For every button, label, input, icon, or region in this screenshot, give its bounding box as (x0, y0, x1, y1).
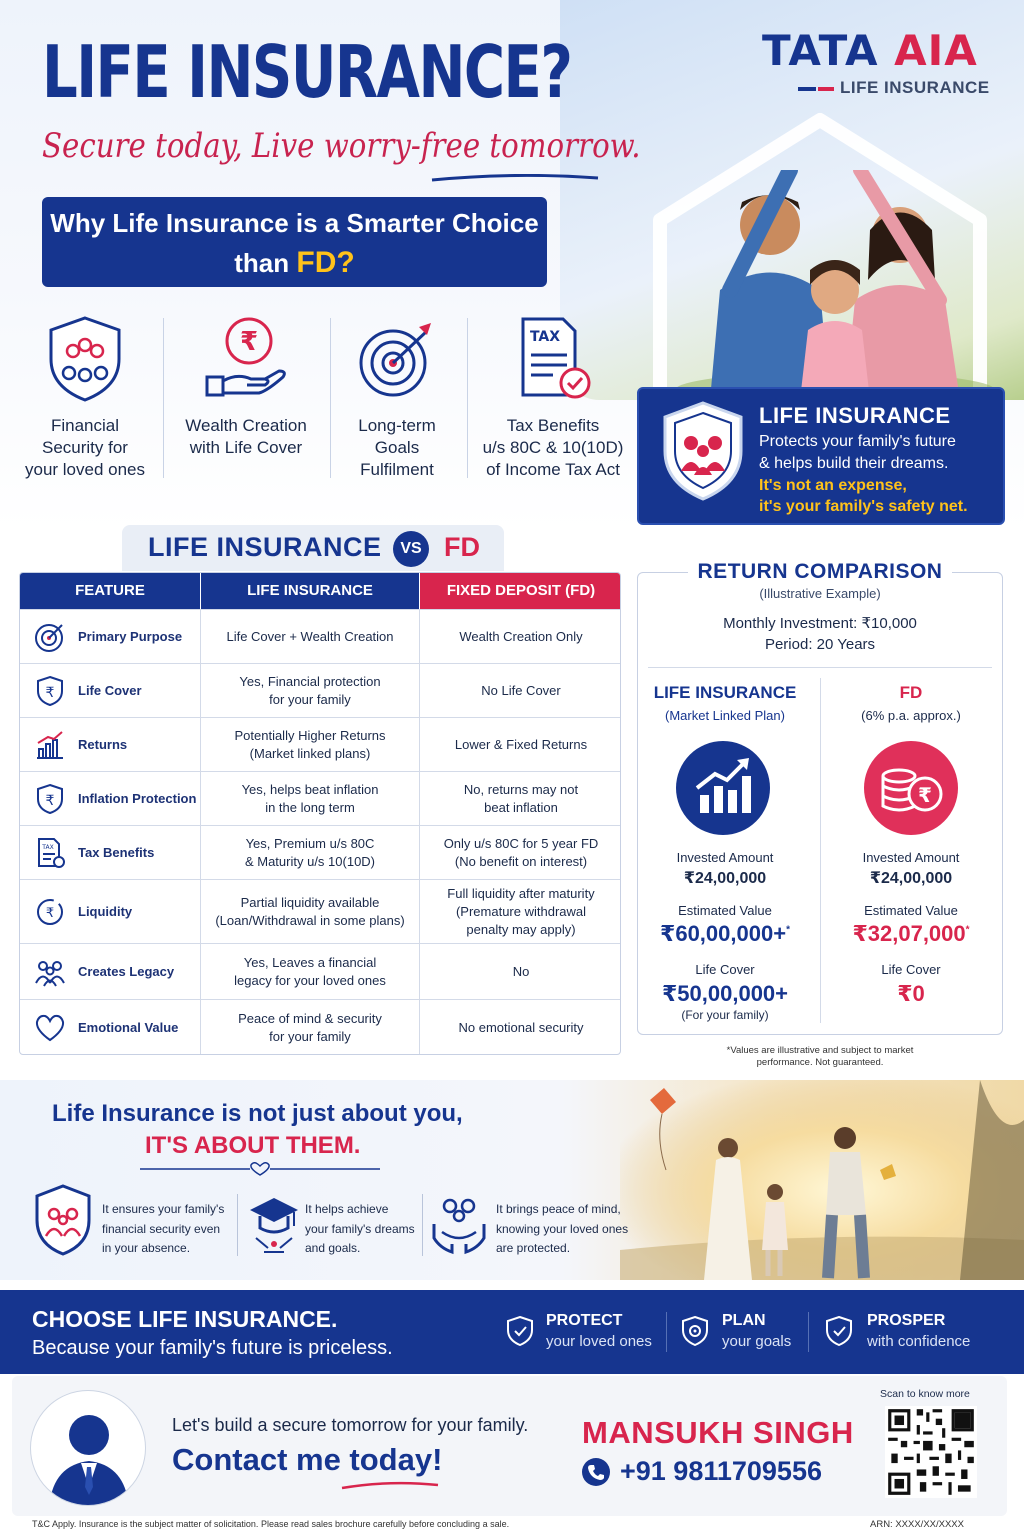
why-line2: than FD? (234, 246, 355, 279)
row-li-value: Potentially Higher Returns (Market linked plans) (200, 718, 419, 771)
why-fd: FD? (296, 246, 355, 279)
th-fixed-deposit: FIXED DEPOSIT (FD) (419, 573, 621, 609)
row-fd-value: No, returns may not beat inflation (419, 772, 621, 825)
comparison-heading-fd: FD (444, 532, 480, 562)
row-feature: Tax Benefits (78, 844, 155, 860)
row-feature: Emotional Value (78, 1020, 179, 1035)
row-fd-value: Full liquidity after maturity (Premature withdrawal penalty may apply) (419, 880, 621, 943)
row-feature: Inflation Protection (78, 790, 197, 806)
divider (163, 318, 164, 478)
about-item-2: It helps achieve your family's dreams and goals. (305, 1202, 415, 1255)
footer-disclaimer: T&C Apply. Insurance is the subject matter of solicitation. Please read sales brochure carefully before concluding a sale. (32, 1519, 510, 1529)
li-invested-label: Invested Amount (676, 850, 774, 865)
about-heading-1: Life Insurance is not just about you, (52, 1100, 463, 1127)
family-photo (670, 170, 1000, 400)
shield-check-icon (507, 1316, 533, 1346)
heart-divider-icon (140, 1162, 380, 1176)
th-life-insurance: LIFE INSURANCE (200, 573, 419, 609)
benefit-line1: Tax Benefits (506, 416, 600, 435)
coins-rupee-icon (863, 740, 959, 836)
table-row (20, 663, 621, 717)
benefit-line3: your loved ones (24, 460, 146, 479)
table-row (20, 717, 621, 771)
row-li-value: Yes, Leaves a financial legacy for your loved ones (200, 944, 419, 999)
shield-check-icon (826, 1316, 852, 1346)
row-fd-value: No emotional security (419, 1000, 621, 1055)
tagline-underline (430, 174, 600, 182)
li-invested-value: ₹24,00,000 (683, 870, 767, 887)
row-feature: Life Cover (78, 682, 142, 698)
choose-banner (0, 1290, 1024, 1374)
benefit-financial-security (10, 315, 160, 481)
about-item-3: It brings peace of mind, knowing your loved ones are protected. (496, 1202, 629, 1255)
li-estimated-label: Estimated Value (678, 903, 772, 918)
table-row (20, 825, 621, 879)
graduation-cap-icon (248, 1192, 300, 1256)
about-item-1: It ensures your family's financial security even in your absence. (102, 1202, 225, 1255)
row-li-value: Yes, Financial protection for your family (200, 664, 419, 717)
footer-arn: ARN: XXXX/XX/XXXX (870, 1519, 964, 1530)
benefit-line3: Fulfilment (360, 460, 434, 479)
contact-cta: Contact me today! (172, 1442, 443, 1477)
about-heading-2: IT'S ABOUT THEM. (145, 1132, 361, 1159)
row-li-value: Yes, helps beat inflation in the long term (200, 772, 419, 825)
choose-heading: CHOOSE LIFE INSURANCE. (32, 1306, 338, 1332)
row-fd-value: No (419, 944, 621, 999)
benefit-line1: Wealth Creation (185, 416, 307, 435)
rc-li-title: LIFE INSURANCE (653, 683, 797, 702)
brand-bar-red (818, 87, 834, 91)
benefit-line1: Financial (50, 416, 120, 435)
svg-text:TAX: TAX (529, 329, 561, 345)
return-comparison-title: RETURN COMPARISON (637, 560, 1003, 584)
comparison-vs-badge: VS (393, 531, 429, 567)
caring-hands-icon (430, 1194, 488, 1256)
li-cover-label: Life Cover (695, 962, 755, 977)
benefit-line1: Long-term (358, 416, 436, 435)
phone-icon (582, 1458, 610, 1486)
qr-code-icon[interactable] (885, 1406, 977, 1498)
row-feature: Primary Purpose (78, 628, 183, 644)
brand-subtitle: LIFE INSURANCE (840, 78, 990, 97)
family-shield-icon (47, 315, 123, 403)
pillar-prosper-title: PROSPER (867, 1312, 946, 1329)
comparison-table (19, 572, 621, 1055)
svg-text:₹: ₹ (45, 793, 55, 809)
brand-bar-blue (798, 87, 816, 91)
divider (808, 1312, 809, 1352)
svg-text:TAX: TAX (42, 844, 54, 851)
why-banner (42, 197, 547, 287)
tax-document-icon (513, 315, 593, 403)
li-card-line2: & helps build their dreams. (759, 455, 949, 472)
return-subtitle: (Illustrative Example) (759, 586, 881, 601)
life-insurance-card (637, 387, 1005, 525)
returns-disclaimer: *Values are illustrative and subject to market performance. Not guaranteed. (726, 1045, 914, 1068)
fd-cover-value: ₹0 (897, 981, 925, 1006)
divider (467, 318, 468, 478)
pillar-protect-sub: your loved ones (546, 1333, 652, 1350)
th-feature: FEATURE (20, 573, 200, 609)
li-card-line4: it's your family's safety net. (759, 498, 968, 515)
shield-target-icon (682, 1316, 708, 1346)
family-shield-icon (34, 1184, 92, 1256)
comparison-heading-li: LIFE INSURANCE (148, 532, 382, 562)
pillar-plan-title: PLAN (722, 1312, 766, 1329)
table-row (20, 999, 621, 1055)
monthly-investment: Monthly Investment: ₹10,000 (723, 615, 917, 632)
contact-section (12, 1376, 1007, 1516)
row-fd-value: No Life Cover (419, 664, 621, 717)
fd-estimated-value: ₹32,07,000* (852, 921, 970, 946)
li-card-line3: It's not an expense, (759, 477, 907, 494)
fd-invested-label: Invested Amount (862, 850, 960, 865)
svg-text:₹: ₹ (239, 327, 259, 357)
family-sunset-photo (620, 1080, 1024, 1280)
brand-tata: TATA (762, 26, 879, 75)
li-card-title: LIFE INSURANCE (759, 403, 951, 428)
scan-label: Scan to know more (880, 1388, 970, 1400)
benefit-tax (478, 315, 628, 481)
table-row (20, 609, 621, 663)
person-icon (31, 1391, 146, 1506)
svg-text:₹: ₹ (45, 685, 55, 701)
li-cover-note: (For your family) (681, 1008, 769, 1022)
benefit-line2: u/s 80C & 10(10D) (482, 438, 624, 457)
target-icon (357, 315, 437, 403)
benefit-line3: of Income Tax Act (486, 460, 620, 479)
choose-subheading: Because your family's future is priceless. (32, 1337, 393, 1359)
brand-aia: AIA (894, 26, 978, 75)
li-cover-value: ₹50,00,000+ (661, 981, 789, 1006)
row-fd-value: Only u/s 80C for 5 year FD (No benefit on interest) (419, 826, 621, 879)
investment-period: Period: 20 Years (764, 636, 876, 653)
benefit-line2: Security for (42, 438, 128, 457)
agent-phone[interactable]: +91 9811709556 (620, 1456, 822, 1486)
row-li-value: Partial liquidity available (Loan/Withdrawal in some plans) (200, 880, 419, 943)
benefit-line2: with Life Cover (189, 438, 303, 457)
fd-invested-value: ₹24,00,000 (869, 870, 953, 887)
row-li-value: Life Cover + Wealth Creation (200, 610, 419, 663)
li-card-line1: Protects your family's future (759, 433, 956, 450)
row-li-value: Peace of mind & security for your family (200, 1000, 419, 1055)
agent-name: MANSUKH SINGH (582, 1415, 854, 1450)
rc-li-subtitle: (Market Linked Plan) (665, 708, 785, 723)
rupee-hand-icon (203, 315, 289, 403)
benefit-wealth-creation (171, 315, 321, 459)
row-feature: Creates Legacy (78, 963, 175, 979)
li-estimated-value: ₹60,00,000+* (660, 921, 790, 946)
family-shield-icon (661, 399, 745, 503)
brand-logo (762, 26, 978, 75)
rc-fd-subtitle: (6% p.a. approx.) (861, 708, 961, 723)
benefit-long-term-goals (322, 315, 472, 481)
rc-fd-title: FD (899, 683, 923, 702)
row-li-value: Yes, Premium u/s 80C & Maturity u/s 10(10D) (200, 826, 419, 879)
cta-underline (340, 1480, 440, 1490)
svg-text:₹: ₹ (45, 906, 55, 921)
pillar-prosper-sub: with confidence (867, 1333, 971, 1350)
row-feature: Returns (78, 736, 128, 752)
divider (237, 1194, 238, 1256)
row-fd-value: Lower & Fixed Returns (419, 718, 621, 771)
divider (666, 1312, 667, 1352)
table-row (20, 771, 621, 825)
growth-chart-icon (675, 740, 771, 836)
divider (422, 1194, 423, 1256)
pillar-plan-sub: your goals (722, 1333, 792, 1350)
tagline: Secure today, Live worry-free tomorrow. (42, 126, 641, 166)
table-row (20, 879, 621, 943)
divider (648, 667, 992, 668)
main-title: LIFE INSURANCE? (42, 30, 572, 114)
row-feature: Liquidity (78, 903, 133, 919)
row-fd-value: Wealth Creation Only (419, 610, 621, 663)
svg-text:₹: ₹ (918, 783, 932, 807)
contact-message: Let's build a secure tomorrow for your family. (172, 1415, 529, 1435)
fd-estimated-label: Estimated Value (864, 903, 958, 918)
pillar-protect-title: PROTECT (546, 1312, 623, 1329)
benefit-line2: Goals (374, 438, 420, 457)
fd-cover-label: Life Cover (881, 962, 941, 977)
why-line1: Why Life Insurance is a Smarter Choice (50, 208, 539, 238)
table-row (20, 943, 621, 999)
avatar (30, 1390, 146, 1506)
